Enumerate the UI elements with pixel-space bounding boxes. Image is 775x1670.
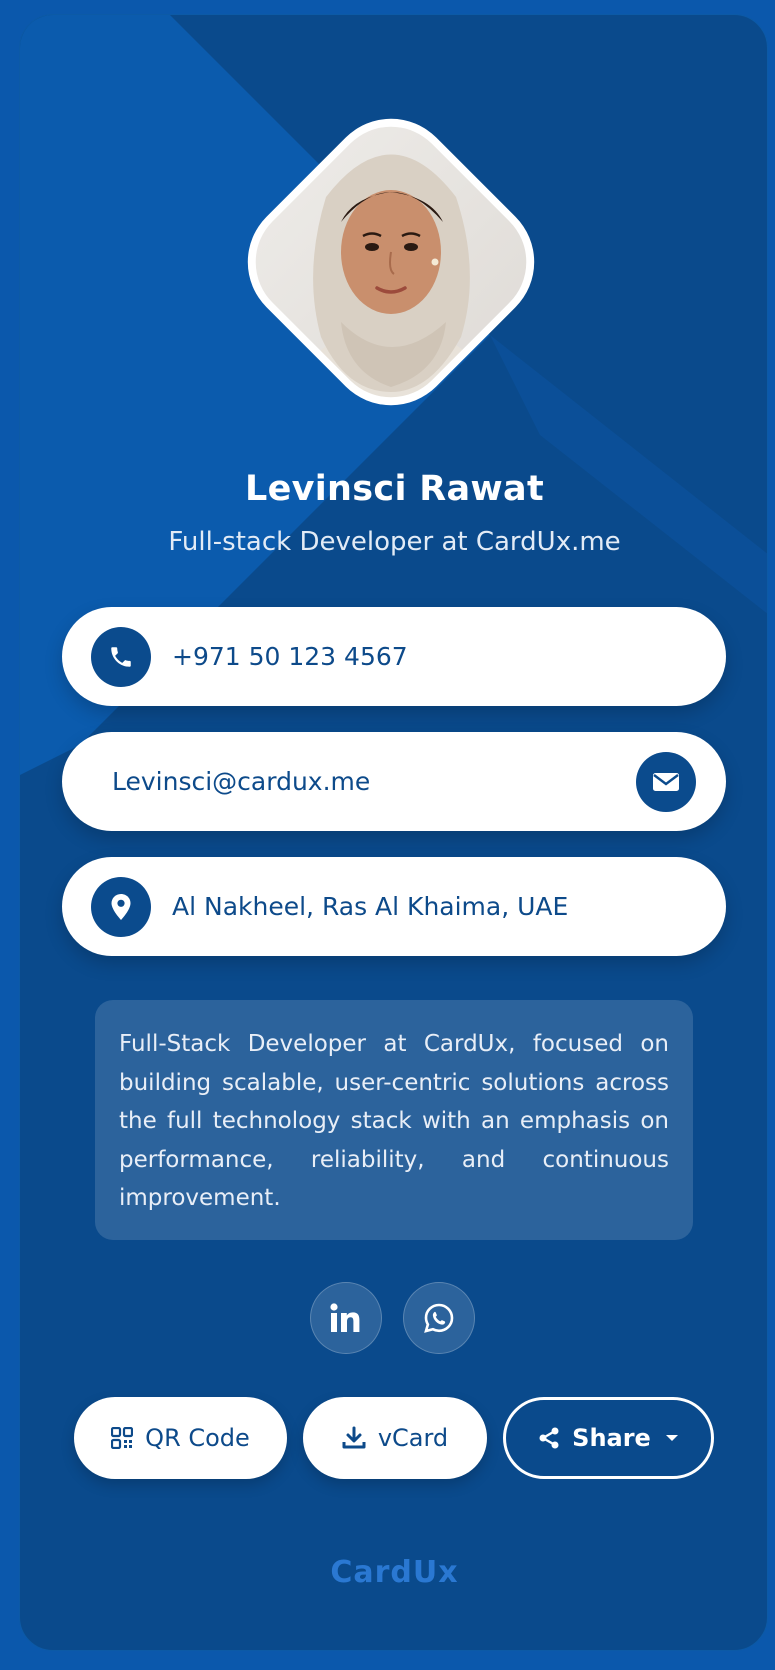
whatsapp-icon bbox=[423, 1302, 455, 1334]
brand-logo: CardUx bbox=[330, 1555, 459, 1590]
phone-number: +971 50 123 4567 bbox=[172, 642, 408, 671]
email-address: Levinsci@cardux.me bbox=[112, 767, 371, 796]
location-text: Al Nakheel, Ras Al Khaima, UAE bbox=[172, 892, 569, 921]
vcard-label: vCard bbox=[377, 1424, 449, 1452]
bio-text: Full-Stack Developer at CardUx, focused on building scalable, user-centric solutions across the full technology stack with an emphasis on performance, reliability, and continuous improvement. bbox=[95, 1000, 693, 1240]
profile-name: Levinsci Rawat bbox=[245, 469, 544, 509]
envelope-icon bbox=[636, 752, 696, 812]
qr-code-label: QR Code bbox=[145, 1424, 250, 1452]
map-pin-icon bbox=[91, 877, 151, 937]
avatar bbox=[231, 102, 555, 442]
share-button[interactable] bbox=[503, 1397, 714, 1479]
location-pill[interactable] bbox=[62, 857, 726, 956]
whatsapp-button[interactable] bbox=[403, 1282, 475, 1354]
profile-card bbox=[19, 14, 768, 1651]
share-label: Share bbox=[572, 1424, 651, 1452]
phone-pill[interactable] bbox=[62, 607, 726, 706]
download-icon bbox=[342, 1426, 366, 1450]
linkedin-button[interactable] bbox=[310, 1282, 382, 1354]
qr-code-button[interactable] bbox=[74, 1397, 287, 1479]
share-icon bbox=[538, 1427, 560, 1449]
caret-down-icon[interactable] bbox=[665, 1433, 679, 1443]
email-pill[interactable] bbox=[62, 732, 726, 831]
vcard-button[interactable] bbox=[303, 1397, 487, 1479]
linkedin-icon bbox=[329, 1302, 363, 1334]
qr-code-icon bbox=[111, 1427, 133, 1449]
phone-icon bbox=[91, 627, 151, 687]
profile-title: Full-stack Developer at CardUx.me bbox=[168, 527, 621, 557]
